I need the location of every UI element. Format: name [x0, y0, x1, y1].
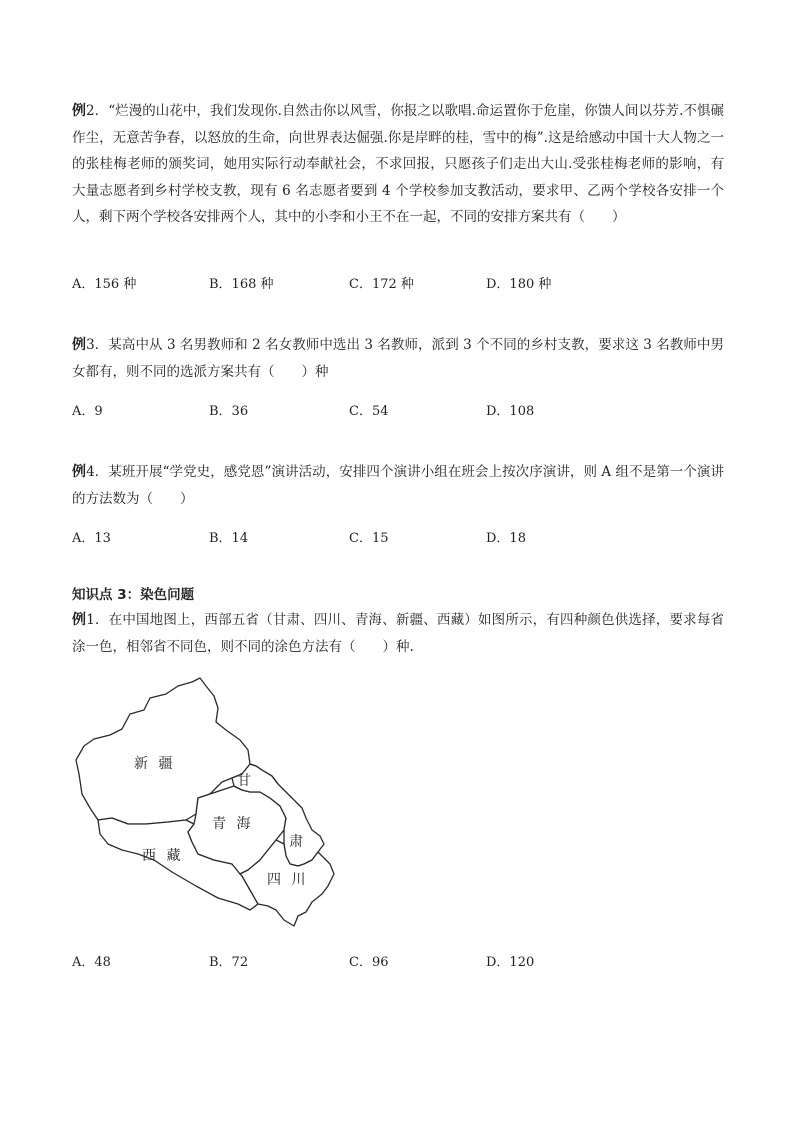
western-provinces-map: [72, 674, 342, 934]
option-c: C．15: [349, 531, 389, 546]
label-su: 肃: [289, 834, 306, 850]
example-2-options: [72, 273, 724, 293]
option-a: A．9: [72, 404, 103, 419]
example-label: 例: [72, 464, 87, 480]
option-b: B．72: [209, 955, 249, 970]
example-1-text: 1．在中国地图上，西部五省（甘肃、四川、青海、新疆、西藏）如图所示，有四种颜色供选择，要求每省涂一色，相邻省不同色，则不同的涂色方法有（ ）种.: [72, 612, 725, 655]
label-sichuan: 四 川: [267, 872, 309, 888]
option-a: A．48: [72, 955, 111, 970]
example-4-options: [72, 527, 724, 547]
option-c: C．96: [349, 955, 389, 970]
example-label: 例: [72, 612, 87, 628]
option-b: B．14: [209, 531, 249, 546]
example-4-text: 4．某班开展“学党史，感党恩”演讲活动，安排四个演讲小组在班会上按次序演讲，则 A 组不是第一个演讲的方法数为（ ）: [72, 464, 724, 507]
option-b: B．168 种: [209, 277, 274, 292]
option-a: A．13: [72, 531, 111, 546]
example-2: [72, 98, 724, 231]
option-b: B．36: [209, 404, 249, 419]
option-a: A．156 种: [72, 277, 137, 292]
example-4: [72, 459, 724, 512]
option-d: D．120: [486, 955, 535, 970]
label-gan: 甘: [237, 773, 254, 789]
label-xizang: 西 藏: [142, 848, 184, 864]
example-1-options: [72, 951, 724, 971]
label-qinghai: 青 海: [212, 816, 254, 832]
option-d: D．18: [486, 531, 526, 546]
example-2-text: 2．“烂漫的山花中，我们发现你.自然击你以风雪，你报之以歌唱.命运置你于危崖，你馈人间以芬芳.不惧碾作尘，无意苦争春，以怒放的生命，向世界表达倔强.你是岸畔的桂，雪中的梅”.这是给感动中国十大人物之一的张桂梅老师的颁奖词，她用实际行动奉献社会，不求回报，只愿孩子们走出大山.受张桂梅老师的影响，有大量志愿者到乡村学校支教，现有 6 名志愿者要到 4 个学校参加支教活动，要求甲、乙两个学校各安排一个人，剩下两个学校各安排两个人，其中的小李和小王不在一起，不同的安排方案共有（ ）: [72, 103, 724, 225]
label-xinjiang: 新 疆: [134, 756, 176, 772]
option-c: C．54: [349, 404, 389, 419]
example-3-text: 3．某高中从 3 名男教师和 2 名女教师中选出 3 名教师，派到 3 个不同的乡村支教，要求这 3 名教师中男女都有，则不同的选派方案共有（ ）种: [72, 337, 725, 380]
section-heading: 知识点 3：染色问题: [72, 587, 195, 603]
example-label: 例: [72, 103, 87, 119]
option-d: D．180 种: [486, 277, 552, 292]
example-1: [72, 607, 724, 660]
option-c: C．172 种: [349, 277, 414, 292]
example-3-options: [72, 400, 724, 420]
example-label: 例: [72, 337, 87, 353]
option-d: D．108: [486, 404, 535, 419]
example-3: [72, 332, 724, 385]
